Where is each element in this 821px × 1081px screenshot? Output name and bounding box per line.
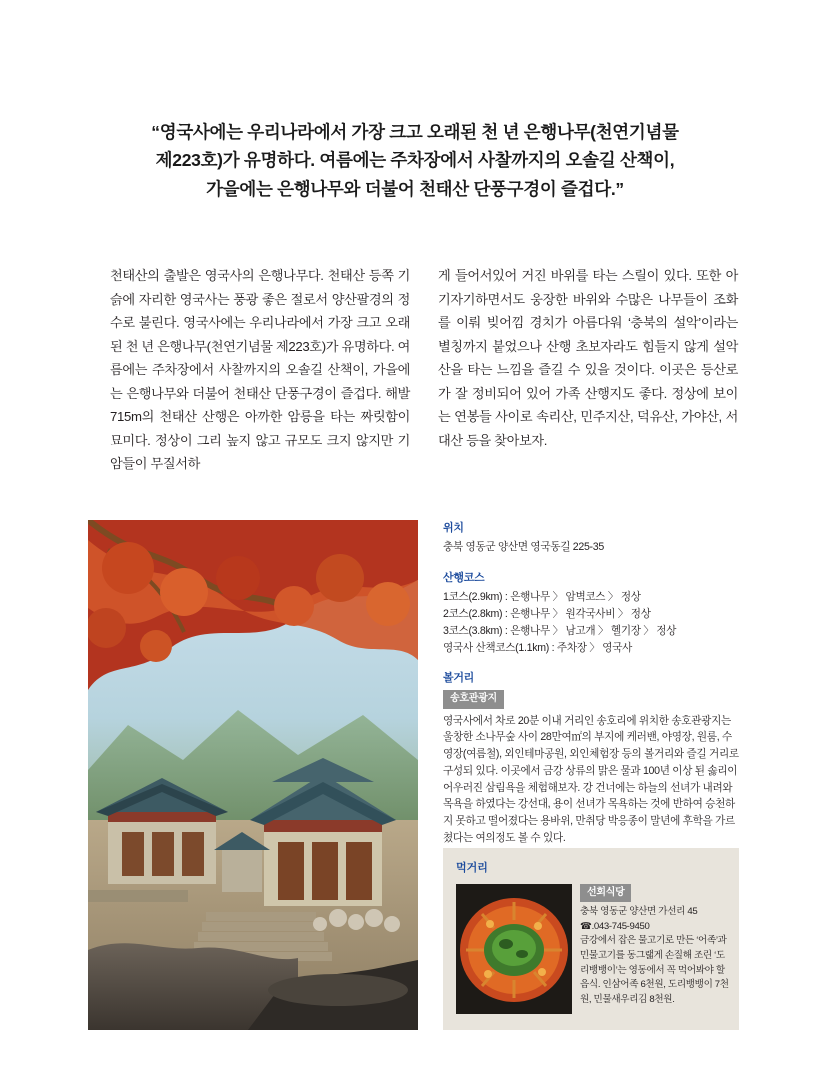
location-block xyxy=(443,520,739,556)
course-title: 산행코스 xyxy=(443,572,485,585)
food-box xyxy=(443,848,739,1030)
body-column-left: 천태산의 출발은 영국사의 은행나무다. 천태산 등쪽 기슭에 자리한 영국사는 풍광 좋은 절로서 양산팔경의 정수로 불린다. 영국사에는 우리나라에서 가장 크고 오래된 천 년 은행나무(천연기념물 제223호)가 유명하다. 여름에는 주차장에서 사찰까지의 오솔길 산책이, 가을에는 은행나무와 더불어 천태산 단풍구경이 즐겁다. 해발 715m의 천태산 산행은 아까한 암릉을 타는 짜릿함이 묘미다. 정상이 그리 높지 않고 규모도 크지 않지만 기암들이 무질서하 xyxy=(110,268,411,471)
pull-quote-line-3: 가을에는 은행나무와 더불어 천태산 단풍구경이 즐겁다.” xyxy=(206,178,624,199)
food-description: 금강에서 잡은 물고기로 만든 ‘어족’과 민물고기를 동그랣게 손질해 조린 ‘도리뱅뱅이’는 영동에서 꼭 먹어봐야 할 음식. 인삼어족 6천원, 도리뱅뱅이 7천원, 민물새우리김 8천원. xyxy=(580,935,729,1005)
sights-text: 영국사에서 차로 20분 이내 거리인 송호리에 위치한 송호관광지는 울창한 소나무숲 사이 28만여㎡의 부지에 케러밴, 야영장, 원룸, 수영장(여름철), 외인테마공원, 외인체험장 등의 볼거리와 즐길 거리로 구성되 있다. 이곳에서 금강 상류의 맑은 물과 100년 이상 된 솛리이 어우러진 삼림욕을 체험해보자. 강 건너에는 하늘의 선녀가 내려와 목욕을 하였다는 강선대, 용이 선녀가 목욕하는 것에 반하여 승천하지 못하고 떨어졌다는 용바위, 만취당 박응종이 말년에 후학을 가르쳤다는 여의정도 볼 수 있다. xyxy=(443,714,739,844)
sights-block xyxy=(443,670,739,846)
body-column-right: 게 들어서있어 거진 바위를 타는 스릴이 있다. 또한 아기자기하면서도 웅장한 바위와 수많은 나무들이 조화를 이뤄 빚어낌 경치가 아름다워 ‘충북의 설악’이라는 별칭까지 붙었으나 산행 초보자라도 힘들지 않게 설악산을 타는 느낌을 즐길 수 있을 것이다. 이곳은 등산로가 잘 정비되어 있어 가족 산행지도 좋다. 정상에 보이는 연봉들 사이로 속리산, 민주지산, 덕유산, 가야산, 서대산 등을 찾아보자. xyxy=(438,268,738,448)
food-photo xyxy=(456,884,572,1014)
temple-photo xyxy=(88,520,418,1030)
course-block xyxy=(443,570,739,656)
food-details xyxy=(580,884,730,1007)
info-column xyxy=(443,520,739,860)
sights-tag: 송호관광지 xyxy=(443,690,504,709)
food-tag: 선회식당 xyxy=(580,884,631,902)
sights-title: 볼거리 xyxy=(443,672,474,685)
location-address: 충북 영동군 양산면 영국동길 225-35 xyxy=(443,541,604,554)
course-line-2: 2코스(2.8km) : 은행나무 〉 원각국사비 〉 정상 xyxy=(443,608,651,621)
food-phone: ☎.043-745-9450 xyxy=(580,920,650,932)
food-title: 먹거리 xyxy=(456,862,488,874)
temple-photo-illustration xyxy=(88,520,418,1030)
pull-quote-line-1: “영국사에는 우리나라에서 가장 크고 오래된 천 년 은행나무(천연기념물 xyxy=(151,122,679,142)
food-address: 충북 영동군 양산면 가선리 45 xyxy=(580,906,698,918)
course-line-1: 1코스(2.9km) : 은행나무 〉 암벽코스 〉 정상 xyxy=(443,591,641,604)
pull-quote-line-2: 제223호)가 유명하다. 여름에는 주차장에서 사찰까지의 오솔길 산책이, xyxy=(155,150,675,171)
location-title: 위치 xyxy=(443,522,464,534)
pull-quote xyxy=(110,118,720,203)
course-line-3: 3코스(3.8km) : 은행나무 〉 남고개 〉 헬기장 〉 정상 xyxy=(443,624,677,637)
course-line-4: 영국사 산책코스(1.1km) : 주차장 〉 영국사 xyxy=(443,641,633,654)
food-photo-illustration xyxy=(456,884,572,1014)
